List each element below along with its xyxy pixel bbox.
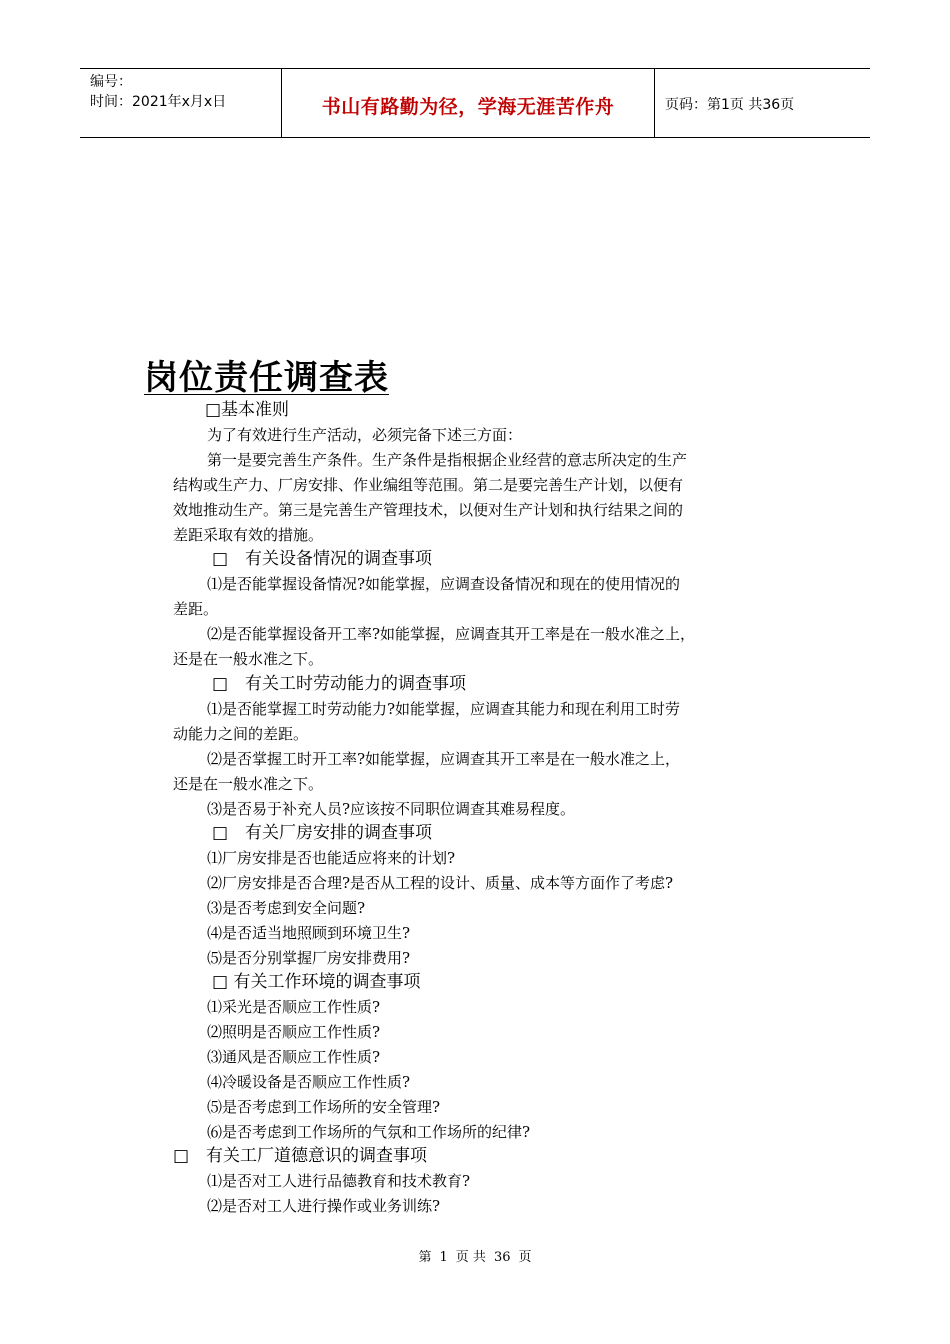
list-item: ⑵是否掌握工时开工率?如能掌握，应调查其开工率是在一般水准之上， <box>207 750 681 768</box>
list-item: ⑵是否能掌握设备开工率?如能掌握，应调查其开工率是在一般水准之上， <box>207 625 696 643</box>
footer-suffix: 页 <box>518 1250 532 1265</box>
motto: 书山有路勤为径，学海无涯苦作舟 <box>321 96 615 118</box>
list-item: 差距。 <box>173 600 219 618</box>
list-item: ⑴是否对工人进行品德教育和技术教育? <box>207 1172 471 1190</box>
paragraph-line: 差距采取有效的措施。 <box>173 526 324 544</box>
section-heading: □ 有关工作环境的调查事项 <box>212 972 421 992</box>
code-label: 编号： <box>90 74 132 90</box>
list-item: ⑶通风是否顺应工作性质? <box>207 1048 381 1066</box>
header-right-cell <box>655 69 870 137</box>
list-item: ⑸是否分别掌握厂房安排费用? <box>207 949 411 967</box>
footer-prefix: 第 <box>418 1250 432 1265</box>
list-item: ⑶是否考虑到安全问题? <box>207 899 366 917</box>
paragraph-line: 第一是要完善生产条件。生产条件是指根据企业经营的意志所决定的生产 <box>207 451 688 469</box>
document-title: 岗位责任调查表 <box>144 358 389 398</box>
page-info: 页码：第1页 共36页 <box>665 97 795 113</box>
section-heading: □ 有关工厂道德意识的调查事项 <box>173 1146 428 1166</box>
section-heading: □ 有关厂房安排的调查事项 <box>212 823 433 843</box>
footer-middle: 页 共 <box>455 1250 486 1265</box>
list-item: 还是在一般水准之下。 <box>173 775 324 793</box>
section-heading: □ 有关设备情况的调查事项 <box>212 549 433 569</box>
header-center-cell <box>282 69 655 137</box>
list-item: ⑵照明是否顺应工作性质? <box>207 1023 381 1041</box>
list-item: ⑷是否适当地照顾到环境卫生? <box>207 924 411 942</box>
list-item: ⑴采光是否顺应工作性质? <box>207 998 381 1016</box>
list-item: ⑸是否考虑到工作场所的安全管理? <box>207 1098 441 1116</box>
list-item: ⑵是否对工人进行操作或业务训练? <box>207 1197 441 1215</box>
list-item: 还是在一般水准之下。 <box>173 650 324 668</box>
paragraph-line: 结构或生产力、厂房安排、作业编组等范围。第二是要完善生产计划，以便有 <box>173 476 684 494</box>
header-table <box>80 68 870 138</box>
footer-current-page: 1 <box>439 1250 448 1265</box>
paragraph-line: 为了有效进行生产活动，必须完备下述三方面： <box>207 426 523 444</box>
list-item: ⑵厂房安排是否合理?是否从工程的设计、质量、成本等方面作了考虑? <box>207 874 674 892</box>
footer-total-pages: 36 <box>493 1250 511 1265</box>
page-footer <box>0 1246 950 1265</box>
section-heading: □基本准则 <box>205 400 290 420</box>
list-item: ⑴厂房安排是否也能适应将来的计划? <box>207 849 456 867</box>
paragraph-line: 效地推动生产。第三是完善生产管理技术，以便对生产计划和执行结果之间的 <box>173 501 684 519</box>
header-left-cell <box>80 69 282 137</box>
section-heading: □ 有关工时劳动能力的调查事项 <box>212 674 467 694</box>
list-item: ⑶是否易于补充人员?应该按不同职位调查其难易程度。 <box>207 800 576 818</box>
list-item: 动能力之间的差距。 <box>173 725 309 743</box>
list-item: ⑹是否考虑到工作场所的气氛和工作场所的纪律? <box>207 1123 531 1141</box>
list-item: ⑷冷暖设备是否顺应工作性质? <box>207 1073 411 1091</box>
list-item: ⑴是否能掌握工时劳动能力?如能掌握，应调查其能力和现在利用工时劳 <box>207 700 681 718</box>
list-item: ⑴是否能掌握设备情况?如能掌握，应调查设备情况和现在的使用情况的 <box>207 575 681 593</box>
date-label: 时间：2021年x月x日 <box>90 94 227 110</box>
